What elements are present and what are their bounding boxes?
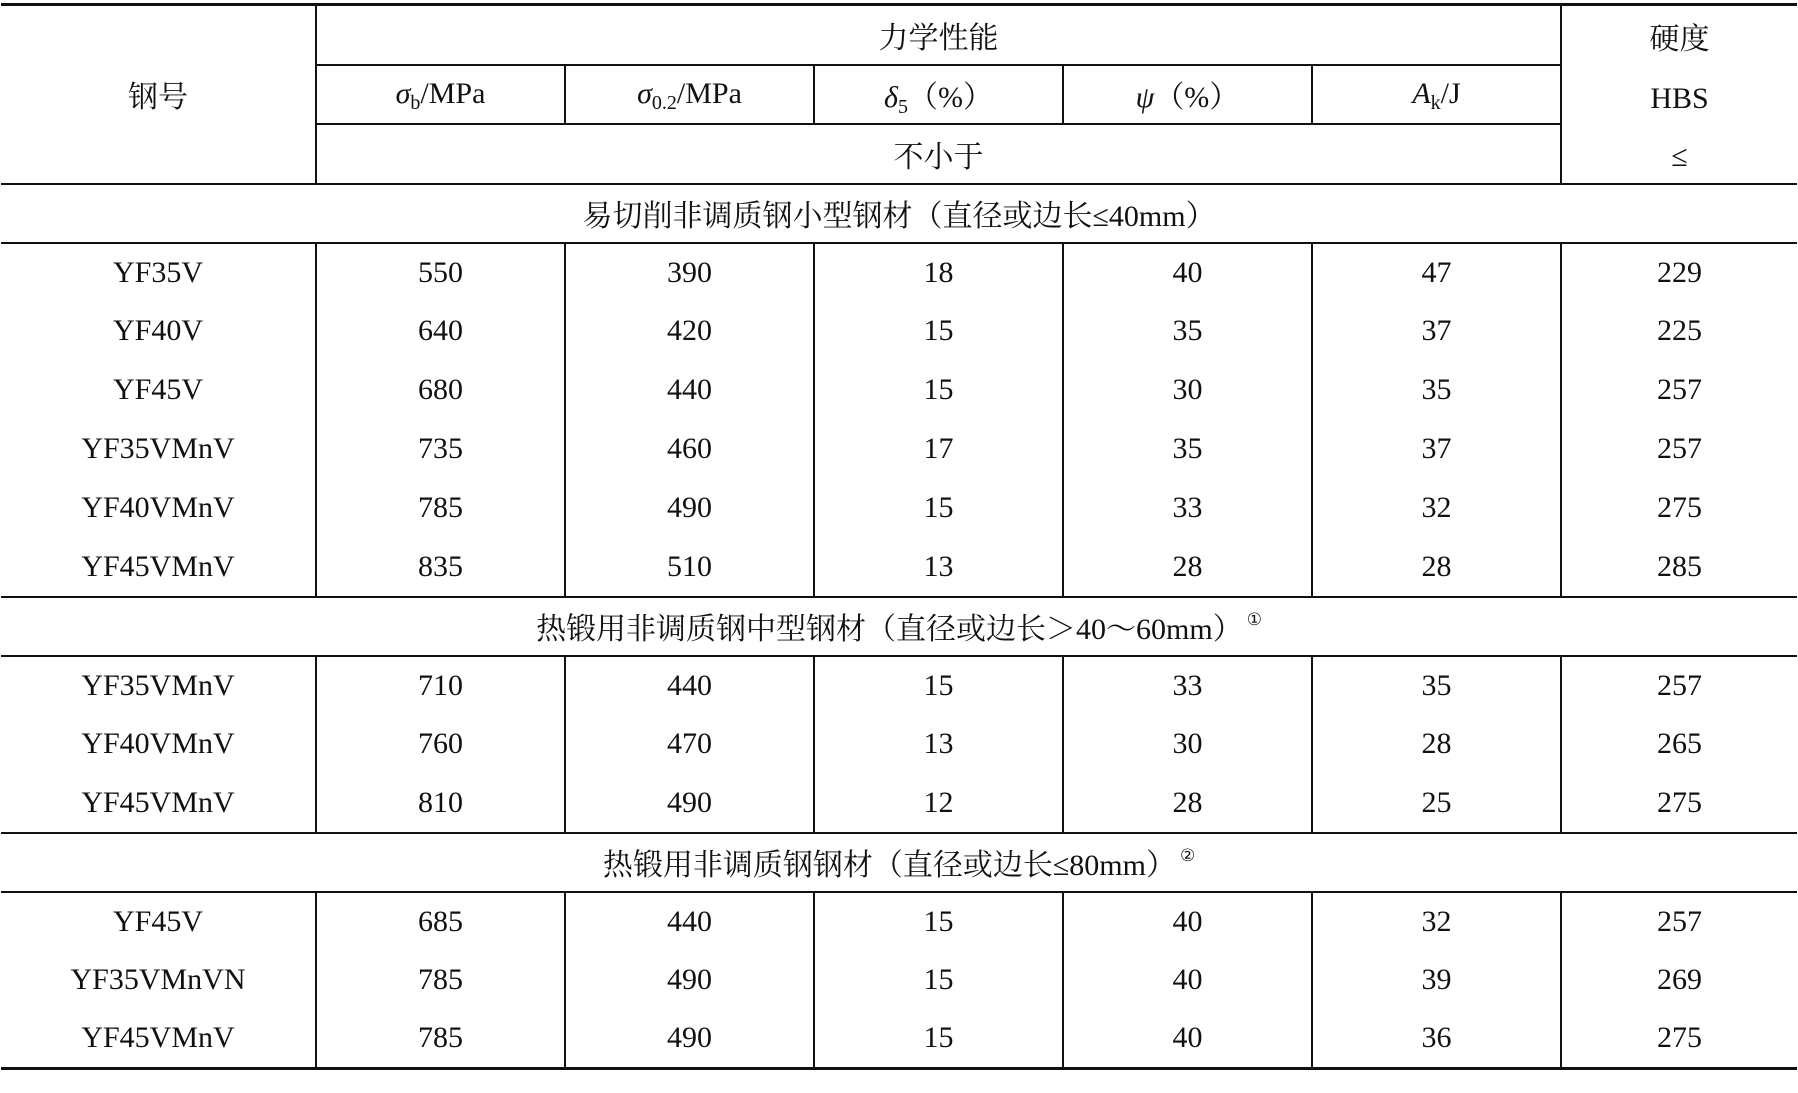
value-cell: 680 (316, 361, 565, 420)
value-cell: 810 (316, 774, 565, 833)
grade-header: 钢号 (1, 5, 316, 184)
value-cell: 15 (814, 479, 1063, 538)
section-header-row (1, 184, 1797, 243)
value-cell: 39 (1312, 951, 1561, 1010)
column-unit: /MPa (420, 77, 486, 110)
value-cell: 685 (316, 892, 565, 951)
value-cell: 40 (1063, 243, 1312, 302)
grade-cell: YF45V (1, 361, 316, 420)
value-cell: 37 (1312, 420, 1561, 479)
table-row (1, 715, 1797, 774)
value-cell: 269 (1657, 963, 1703, 996)
value-cell: 490 (565, 1010, 814, 1069)
value-cell: 15 (814, 302, 1063, 361)
value-cell: 35 (1312, 361, 1561, 420)
table-row (1, 243, 1797, 302)
table-row (1, 951, 1797, 1010)
value-cell: 490 (565, 774, 814, 833)
value-cell: 40 (1063, 951, 1312, 1010)
value-cell: 440 (565, 892, 814, 951)
value-cell: 15 (814, 361, 1063, 420)
value-cell: 257 (1657, 432, 1703, 465)
value-cell: 420 (565, 302, 814, 361)
page (0, 3, 1798, 1093)
section-title: 热锻用非调质钢中型钢材（直径或边长＞40～60mm） (536, 613, 1243, 646)
value-cell: 225 (1657, 314, 1703, 347)
section-title-cell (1, 833, 1797, 892)
value-cell: 785 (316, 479, 565, 538)
value-cell: 47 (1312, 243, 1561, 302)
value-cell: 13 (814, 715, 1063, 774)
column-subscript: 0.2 (651, 92, 677, 114)
value-cell: 275 (1657, 491, 1703, 524)
value-cell: 17 (814, 420, 1063, 479)
value-cell: 550 (316, 243, 565, 302)
value-cell: 760 (316, 715, 565, 774)
value-cell: 470 (565, 715, 814, 774)
value-cell: 32 (1312, 479, 1561, 538)
column-header (814, 65, 1063, 124)
column-symbol: A (1412, 77, 1431, 110)
column-symbol: σ (395, 77, 411, 110)
hardness-label: 硬度 (1649, 23, 1710, 57)
value-cell: 28 (1063, 774, 1312, 833)
column-header (1312, 65, 1561, 124)
value-cell: 229 (1657, 255, 1703, 289)
grade-cell: YF35VMnVN (1, 951, 316, 1010)
value-cell: 37 (1312, 302, 1561, 361)
column-subscript: 5 (897, 96, 908, 118)
column-header (316, 65, 565, 124)
column-subscript: k (1430, 92, 1441, 114)
table-row (1, 302, 1797, 361)
table-row (1, 892, 1797, 951)
grade-cell: YF35V (1, 243, 316, 302)
section-header-row (1, 833, 1797, 892)
value-cell: 28 (1312, 715, 1561, 774)
grade-cell: YF40VMnV (1, 479, 316, 538)
grade-cell: YF45VMnV (1, 774, 316, 833)
table-row (1, 1010, 1797, 1069)
value-cell: 28 (1312, 538, 1561, 597)
grade-cell: YF45VMnV (1, 538, 316, 597)
value-cell: 28 (1063, 538, 1312, 597)
value-cell: 25 (1312, 774, 1561, 833)
section-footnote-mark: ② (1179, 846, 1196, 865)
column-symbol: σ (637, 77, 652, 110)
column-unit: /J (1440, 77, 1461, 110)
value-cell: 15 (814, 656, 1063, 715)
table-row (1, 479, 1797, 538)
value-cell: 30 (1063, 361, 1312, 420)
value-cell: 490 (565, 951, 814, 1010)
value-cell: 257 (1657, 373, 1703, 406)
value-cell: 40 (1063, 892, 1312, 951)
value-cell: 785 (316, 1010, 565, 1069)
value-cell: 390 (565, 243, 814, 302)
column-unit: （%） (1154, 81, 1240, 114)
value-cell: 257 (1657, 668, 1703, 702)
value-cell: 15 (814, 892, 1063, 951)
value-cell: 36 (1312, 1010, 1561, 1069)
value-cell: 460 (565, 420, 814, 479)
value-cell: 835 (316, 538, 565, 597)
value-cell: 490 (565, 479, 814, 538)
column-unit: /MPa (676, 77, 742, 110)
section-title: 易切削非调质钢小型钢材（直径或边长≤40mm） (582, 200, 1216, 233)
table-row (1, 774, 1797, 833)
column-unit: （%） (907, 81, 993, 114)
table-body (1, 184, 1797, 1069)
hardness-unit: HBS (1650, 82, 1709, 116)
value-cell: 15 (814, 951, 1063, 1010)
table-header (1, 5, 1797, 184)
hardness-header (1561, 5, 1797, 184)
value-cell: 13 (814, 538, 1063, 597)
value-cell: 735 (316, 420, 565, 479)
column-subscript: b (410, 92, 421, 114)
value-cell: 275 (1657, 785, 1703, 819)
value-cell: 35 (1312, 656, 1561, 715)
value-cell: 257 (1657, 904, 1703, 938)
value-cell: 275 (1561, 1010, 1797, 1069)
value-cell: 35 (1063, 420, 1312, 479)
grade-cell: YF40VMnV (1, 715, 316, 774)
value-cell: 785 (316, 951, 565, 1010)
value-cell: 12 (814, 774, 1063, 833)
value-cell: 440 (565, 656, 814, 715)
value-cell: 710 (316, 656, 565, 715)
section-title-cell (1, 184, 1797, 243)
column-symbol: δ (884, 81, 898, 114)
table-row (1, 656, 1797, 715)
column-symbol: ψ (1135, 81, 1155, 114)
mech-properties-header: 力学性能 (316, 5, 1561, 65)
section-title-cell (1, 597, 1797, 656)
table-row (1, 361, 1797, 420)
value-cell: 285 (1657, 549, 1703, 583)
value-cell: 35 (1063, 302, 1312, 361)
value-cell: 33 (1063, 656, 1312, 715)
value-cell: 510 (565, 538, 814, 597)
table-row (1, 420, 1797, 479)
section-header-row (1, 597, 1797, 656)
hardness-limit: ≤ (1671, 140, 1688, 174)
section-title: 热锻用非调质钢钢材（直径或边长≤80mm） (602, 849, 1176, 882)
column-header (565, 65, 814, 124)
grade-cell: YF40V (1, 302, 316, 361)
section-footnote-mark: ① (1246, 610, 1262, 629)
min-value-note: 不小于 (316, 124, 1561, 184)
grade-cell: YF35VMnV (1, 420, 316, 479)
value-cell: 30 (1063, 715, 1312, 774)
value-cell: 440 (565, 361, 814, 420)
column-header (1063, 65, 1312, 124)
grade-cell: YF45VMnV (1, 1010, 316, 1069)
steel-properties-table (1, 3, 1797, 1070)
value-cell: 15 (814, 1010, 1063, 1069)
value-cell: 18 (814, 243, 1063, 302)
grade-cell: YF35VMnV (1, 656, 316, 715)
value-cell: 32 (1312, 892, 1561, 951)
value-cell: 640 (316, 302, 565, 361)
value-cell: 40 (1063, 1010, 1312, 1069)
table-row (1, 538, 1797, 597)
value-cell: 265 (1657, 727, 1703, 760)
grade-cell: YF45V (1, 892, 316, 951)
value-cell: 33 (1063, 479, 1312, 538)
